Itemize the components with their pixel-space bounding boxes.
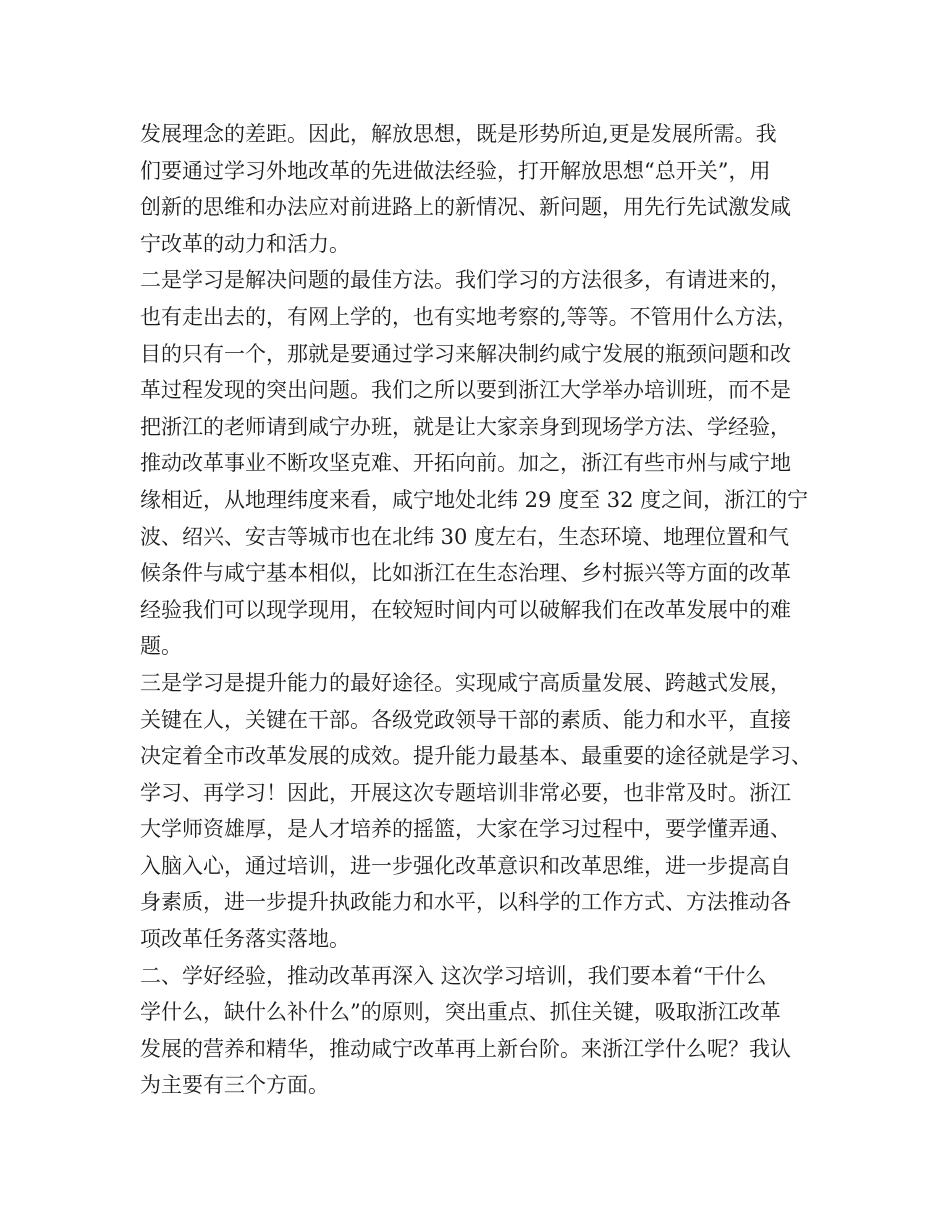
text-line: 革过程发现的突出问题。我们之所以要到浙江大学举办培训班，而不是 [140,378,791,403]
text-line: 候条件与咸宁基本相似，比如浙江在生态治理、乡村振兴等方面的改革 [140,561,791,586]
text-line: 项改革任务落实落地。 [140,927,350,952]
text-line: 为主要有三个方面。 [140,1073,329,1098]
text-line: 宁改革的动力和活力。 [140,231,350,256]
text-line: 发展的营养和精华，推动咸宁改革再上新台阶。来浙江学什么呢？我认 [140,1036,791,1061]
text-line: 波、绍兴、安吉等城市也在北纬 30 度左右，生态环境、地理位置和气 [140,524,790,549]
text-line: 缘相近，从地理纬度来看，咸宁地处北纬 29 度至 32 度之间，浙江的宁 [140,487,809,512]
text-line: 题。 [140,634,182,659]
text-line: 们要通过学习外地改革的先进做法经验，打开解放思想“总开关”，用 [140,158,771,183]
text-line: 学什么，缺什么补什么”的原则，突出重点、抓住关键，吸取浙江改革 [140,1000,781,1025]
text-line: 把浙江的老师请到咸宁办班，就是让大家亲身到现场学方法、学经验， [140,414,791,439]
text-line: 关键在人，关键在干部。各级党政领导干部的素质、能力和水平，直接 [140,707,791,732]
text-line: 创新的思维和办法应对前进路上的新情况、新问题，用先行先试激发咸 [140,195,791,220]
body-text [140,116,840,1104]
text-line: 学习、再学习！因此，开展这次专题培训非常必要，也非常及时。浙江 [140,780,791,805]
text-line: 入脑入心，通过培训，进一步强化改革意识和改革思维，进一步提高自 [140,853,791,878]
text-line: 决定着全市改革发展的成效。提升能力最基本、最重要的途径就是学习、 [140,744,812,769]
text-line: 目的只有一个，那就是要通过学习来解决制约咸宁发展的瓶颈问题和改 [140,341,791,366]
text-line: 三是学习是提升能力的最好途径。实现咸宁高质量发展、跨越式发展， [140,670,791,695]
text-line: 大学师资雄厚，是人才培养的摇篮，大家在学习过程中，要学懂弄通、 [140,817,791,842]
text-line: 二、学好经验，推动改革再深入 这次学习培训，我们要本着“干什么 [140,963,767,988]
text-line: 经验我们可以现学现用，在较短时间内可以破解我们在改革发展中的难 [140,597,791,622]
text-line: 也有走出去的，有网上学的，也有实地考察的,等等。不管用什么方法， [140,304,798,329]
text-line: 发展理念的差距。因此，解放思想，既是形势所迫,更是发展所需。我 [140,122,777,146]
text-line: 身素质，进一步提升执政能力和水平，以科学的工作方式、方法推动各 [140,890,791,915]
text-line: 推动改革事业不断攻坚克难、开拓向前。加之，浙江有些市州与咸宁地 [140,451,791,476]
text-line: 二是学习是解决问题的最佳方法。我们学习的方法很多，有请进来的， [140,268,791,293]
